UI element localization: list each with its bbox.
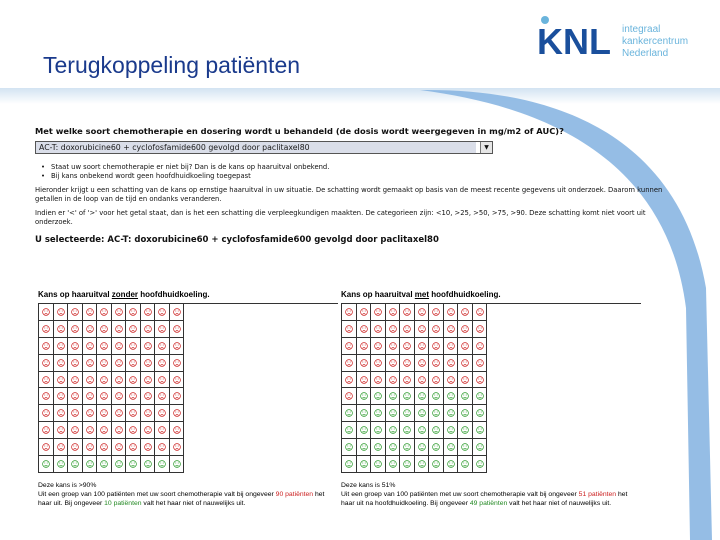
- sad-face-icon: [54, 355, 69, 372]
- sad-face-icon: [342, 388, 357, 405]
- sad-face-icon: [141, 338, 156, 355]
- sad-face-icon: [415, 372, 430, 389]
- sad-face-icon: [54, 439, 69, 456]
- sad-face-icon: [444, 372, 459, 389]
- sad-face-icon: [54, 321, 69, 338]
- sad-face-icon: [126, 304, 141, 321]
- sad-face-icon: [112, 372, 127, 389]
- happy-face-icon: [112, 456, 127, 473]
- sad-face-icon: [126, 439, 141, 456]
- happy-face-icon: [415, 456, 430, 473]
- slide-title: Terugkoppeling patiënten: [43, 52, 301, 78]
- sad-face-icon: [458, 355, 473, 372]
- sad-face-icon: [83, 422, 98, 439]
- sad-face-icon: [126, 422, 141, 439]
- sad-face-icon: [429, 355, 444, 372]
- sad-face-icon: [155, 338, 170, 355]
- sad-face-icon: [444, 321, 459, 338]
- chemo-select[interactable]: [35, 141, 493, 154]
- sad-face-icon: [141, 422, 156, 439]
- sad-face-icon: [342, 304, 357, 321]
- left-column: [38, 290, 338, 508]
- happy-face-icon: [458, 422, 473, 439]
- happy-face-icon: [429, 388, 444, 405]
- happy-face-icon: [444, 422, 459, 439]
- happy-face-icon: [68, 456, 83, 473]
- sad-face-icon: [141, 321, 156, 338]
- sad-face-icon: [141, 355, 156, 372]
- sad-face-icon: [112, 321, 127, 338]
- sad-face-icon: [473, 304, 488, 321]
- sad-face-icon: [83, 321, 98, 338]
- sad-face-icon: [170, 439, 185, 456]
- happy-face-icon: [371, 422, 386, 439]
- sad-face-icon: [112, 338, 127, 355]
- sad-face-icon: [155, 422, 170, 439]
- happy-face-icon: [458, 388, 473, 405]
- happy-face-icon: [141, 456, 156, 473]
- form-content: [35, 126, 675, 245]
- sad-face-icon: [342, 372, 357, 389]
- sad-face-icon: [141, 304, 156, 321]
- sad-face-icon: [155, 355, 170, 372]
- happy-face-icon: [357, 422, 372, 439]
- sad-face-icon: [400, 321, 415, 338]
- sad-face-icon: [155, 304, 170, 321]
- sad-face-icon: [429, 338, 444, 355]
- happy-face-icon: [458, 439, 473, 456]
- sad-face-icon: [112, 422, 127, 439]
- happy-face-icon: [371, 405, 386, 422]
- happy-face-icon: [400, 456, 415, 473]
- happy-face-icon: [97, 456, 112, 473]
- happy-face-icon: [386, 456, 401, 473]
- sad-face-icon: [39, 355, 54, 372]
- sad-face-icon: [415, 304, 430, 321]
- sad-face-icon: [458, 338, 473, 355]
- sad-face-icon: [429, 321, 444, 338]
- dropdown-arrow-icon[interactable]: ▼: [480, 142, 492, 153]
- sad-face-icon: [473, 321, 488, 338]
- chemo-select-value: AC-T: doxorubicine60 + cyclofosfamide600 gevolgd door paclitaxel80: [39, 143, 310, 152]
- sad-face-icon: [54, 422, 69, 439]
- bullet-no-cooling: • Bij kans onbekend wordt geen hoofdhuidkoeling toegepast: [41, 172, 675, 181]
- sad-face-icon: [444, 338, 459, 355]
- sad-face-icon: [83, 439, 98, 456]
- sad-face-icon: [97, 321, 112, 338]
- sad-face-icon: [155, 439, 170, 456]
- sad-face-icon: [83, 355, 98, 372]
- sad-face-icon: [68, 304, 83, 321]
- happy-face-icon: [371, 456, 386, 473]
- sad-face-icon: [371, 304, 386, 321]
- happy-face-icon: [400, 388, 415, 405]
- logo-text: integraal kankercentrum Nederland: [622, 24, 689, 59]
- sad-face-icon: [386, 321, 401, 338]
- sad-face-icon: [97, 388, 112, 405]
- sad-face-icon: [473, 355, 488, 372]
- happy-face-icon: [444, 456, 459, 473]
- happy-face-icon: [473, 422, 488, 439]
- sad-face-icon: [126, 388, 141, 405]
- sad-face-icon: [141, 439, 156, 456]
- sad-face-icon: [415, 355, 430, 372]
- happy-face-icon: [357, 439, 372, 456]
- sad-face-icon: [126, 372, 141, 389]
- sad-face-icon: [170, 338, 185, 355]
- sad-face-icon: [155, 405, 170, 422]
- sad-face-icon: [444, 355, 459, 372]
- happy-face-icon: [444, 405, 459, 422]
- sad-face-icon: [386, 338, 401, 355]
- happy-face-icon: [473, 388, 488, 405]
- sad-face-icon: [473, 338, 488, 355]
- sad-face-icon: [400, 304, 415, 321]
- sad-face-icon: [386, 304, 401, 321]
- sad-face-icon: [371, 338, 386, 355]
- sad-face-icon: [112, 405, 127, 422]
- happy-face-icon: [400, 439, 415, 456]
- happy-face-icon: [400, 405, 415, 422]
- bullet-unknown: • Staat uw soort chemotherapie er niet bij? Dan is de kans op haaruitval onbekend.: [41, 163, 675, 172]
- happy-face-icon: [155, 456, 170, 473]
- happy-face-icon: [39, 456, 54, 473]
- logo-mark: KNL: [537, 21, 611, 62]
- sad-face-icon: [97, 405, 112, 422]
- sad-face-icon: [68, 439, 83, 456]
- sad-face-icon: [357, 355, 372, 372]
- happy-face-icon: [429, 422, 444, 439]
- sad-face-icon: [458, 304, 473, 321]
- sad-face-icon: [170, 304, 185, 321]
- happy-face-icon: [473, 456, 488, 473]
- sad-face-icon: [170, 321, 185, 338]
- sad-face-icon: [342, 338, 357, 355]
- sad-face-icon: [170, 422, 185, 439]
- estimate-paragraph: Indien er '<' of '>' voor het getal staat, dan is het een schatting die verpleegkundigen maakten. De categorieen zijn: <10, >25, >50, >75, >90. Deze schatting komt niet voort uit onderzoek.: [35, 209, 646, 226]
- happy-face-icon: [386, 422, 401, 439]
- sad-face-icon: [68, 422, 83, 439]
- sad-face-icon: [126, 321, 141, 338]
- happy-face-icon: [444, 388, 459, 405]
- happy-face-icon: [170, 456, 185, 473]
- happy-face-icon: [357, 405, 372, 422]
- sad-face-icon: [429, 304, 444, 321]
- sad-face-icon: [371, 321, 386, 338]
- sad-face-icon: [386, 372, 401, 389]
- happy-face-icon: [429, 439, 444, 456]
- sad-face-icon: [54, 304, 69, 321]
- right-explanation: Uit een groep van 100 patiënten met uw soort chemotherapie valt bij ongeveer 51 patiënten het haar uit na hoofdhuidkoeling. Bij ongeveer 49 patiënten valt het haar niet of nauwelijks uit.: [341, 490, 628, 507]
- sad-face-icon: [83, 372, 98, 389]
- sad-face-icon: [97, 372, 112, 389]
- right-chance: Deze kans is 51%: [341, 481, 396, 489]
- happy-face-icon: [415, 388, 430, 405]
- happy-face-icon: [458, 456, 473, 473]
- sad-face-icon: [357, 304, 372, 321]
- sad-face-icon: [458, 321, 473, 338]
- right-icon-grid: [341, 303, 641, 473]
- sad-face-icon: [170, 355, 185, 372]
- sad-face-icon: [400, 372, 415, 389]
- sad-face-icon: [357, 338, 372, 355]
- sad-face-icon: [357, 372, 372, 389]
- left-icon-grid: [38, 303, 338, 473]
- sad-face-icon: [68, 355, 83, 372]
- right-column: [341, 290, 641, 508]
- happy-face-icon: [415, 439, 430, 456]
- happy-face-icon: [473, 439, 488, 456]
- question-label: Met welke soort chemotherapie en dosering wordt u behandeld (de dosis wordt weergegeven in mg/m2 of AUC)?: [35, 126, 564, 136]
- sad-face-icon: [342, 321, 357, 338]
- sad-face-icon: [170, 405, 185, 422]
- sad-face-icon: [415, 321, 430, 338]
- sad-face-icon: [415, 338, 430, 355]
- happy-face-icon: [415, 405, 430, 422]
- sad-face-icon: [54, 372, 69, 389]
- sad-face-icon: [126, 355, 141, 372]
- sad-face-icon: [400, 338, 415, 355]
- sad-face-icon: [342, 355, 357, 372]
- sad-face-icon: [83, 388, 98, 405]
- sad-face-icon: [54, 405, 69, 422]
- happy-face-icon: [386, 439, 401, 456]
- happy-face-icon: [371, 388, 386, 405]
- sad-face-icon: [68, 388, 83, 405]
- happy-face-icon: [126, 456, 141, 473]
- sad-face-icon: [97, 422, 112, 439]
- sad-face-icon: [371, 355, 386, 372]
- happy-face-icon: [357, 456, 372, 473]
- sad-face-icon: [155, 321, 170, 338]
- sad-face-icon: [386, 355, 401, 372]
- sad-face-icon: [39, 388, 54, 405]
- sad-face-icon: [400, 355, 415, 372]
- sad-face-icon: [97, 338, 112, 355]
- left-chance: Deze kans is >90%: [38, 481, 97, 489]
- info-bullets: [41, 163, 675, 181]
- sad-face-icon: [54, 338, 69, 355]
- happy-face-icon: [342, 405, 357, 422]
- sad-face-icon: [126, 338, 141, 355]
- sad-face-icon: [112, 304, 127, 321]
- sad-face-icon: [170, 372, 185, 389]
- sad-face-icon: [444, 304, 459, 321]
- happy-face-icon: [83, 456, 98, 473]
- sad-face-icon: [39, 372, 54, 389]
- sad-face-icon: [83, 304, 98, 321]
- sad-face-icon: [97, 355, 112, 372]
- happy-face-icon: [429, 456, 444, 473]
- sad-face-icon: [155, 388, 170, 405]
- sad-face-icon: [112, 355, 127, 372]
- happy-face-icon: [473, 405, 488, 422]
- sad-face-icon: [357, 321, 372, 338]
- sad-face-icon: [68, 405, 83, 422]
- left-title: Kans op haaruitval zonder hoofdhuidkoeling.: [38, 290, 210, 299]
- sad-face-icon: [39, 422, 54, 439]
- sad-face-icon: [39, 405, 54, 422]
- happy-face-icon: [386, 405, 401, 422]
- happy-face-icon: [386, 388, 401, 405]
- happy-face-icon: [371, 439, 386, 456]
- sad-face-icon: [141, 405, 156, 422]
- sad-face-icon: [83, 405, 98, 422]
- sad-face-icon: [39, 321, 54, 338]
- happy-face-icon: [357, 388, 372, 405]
- sad-face-icon: [155, 372, 170, 389]
- sad-face-icon: [97, 304, 112, 321]
- happy-face-icon: [342, 422, 357, 439]
- sad-face-icon: [141, 388, 156, 405]
- right-title: Kans op haaruitval met hoofdhuidkoeling.: [341, 290, 501, 299]
- happy-face-icon: [458, 405, 473, 422]
- sad-face-icon: [112, 388, 127, 405]
- happy-face-icon: [429, 405, 444, 422]
- sad-face-icon: [97, 439, 112, 456]
- selection-summary: U selecteerde: AC-T: doxorubicine60 + cyclofosfamide600 gevolgd door paclitaxel80: [35, 235, 439, 245]
- sad-face-icon: [68, 372, 83, 389]
- happy-face-icon: [415, 422, 430, 439]
- sad-face-icon: [68, 321, 83, 338]
- sad-face-icon: [54, 388, 69, 405]
- sad-face-icon: [68, 338, 83, 355]
- happy-face-icon: [342, 439, 357, 456]
- sad-face-icon: [371, 372, 386, 389]
- sad-face-icon: [126, 405, 141, 422]
- sad-face-icon: [39, 338, 54, 355]
- sad-face-icon: [473, 372, 488, 389]
- sad-face-icon: [458, 372, 473, 389]
- sad-face-icon: [429, 372, 444, 389]
- sad-face-icon: [141, 372, 156, 389]
- happy-face-icon: [400, 422, 415, 439]
- explanation-paragraph: Hieronder krijgt u een schatting van de kans op ernstige haaruitval in uw situatie. De schatting wordt gemaakt op basis van de meest recente gegevens uit onderzoek. Daarom kunnen getallen in de loop van de tijd en ondanks veranderen.: [35, 186, 663, 203]
- happy-face-icon: [54, 456, 69, 473]
- sad-face-icon: [83, 338, 98, 355]
- sad-face-icon: [170, 388, 185, 405]
- left-explanation: Uit een groep van 100 patiënten met uw soort chemotherapie valt bij ongeveer 90 patiënten het haar uit. Bij ongeveer 10 patiënten valt het haar niet of nauwelijks uit.: [38, 490, 325, 507]
- sad-face-icon: [39, 304, 54, 321]
- happy-face-icon: [342, 456, 357, 473]
- happy-face-icon: [444, 439, 459, 456]
- sad-face-icon: [39, 439, 54, 456]
- sad-face-icon: [112, 439, 127, 456]
